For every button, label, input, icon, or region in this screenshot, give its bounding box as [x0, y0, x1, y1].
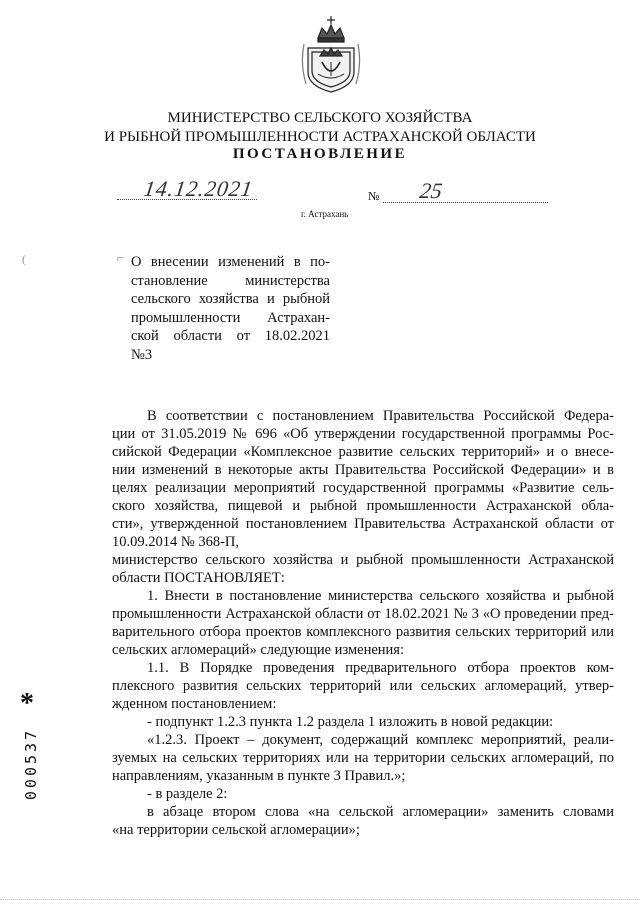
- body-line: варительного отбора проектов комплексного развития сельских территорий или: [112, 624, 614, 640]
- body-line: промышленности Астраханской области от 18.02.2021 № 3 «О проведении пред-: [112, 606, 614, 622]
- number-label: №: [368, 189, 380, 203]
- scan-edge-mark: (: [22, 252, 26, 266]
- document-body: [112, 407, 614, 839]
- subject-line: промышленности Астрахан-: [131, 309, 330, 326]
- subject-line: №3: [131, 346, 153, 363]
- body-line: министерство сельского хозяйства и рыбной промышленности Астраханской: [112, 552, 614, 568]
- number-underline: [383, 202, 548, 203]
- subject-line: становление министерства: [131, 272, 330, 289]
- body-line: целях реализации мероприятий государственной программы «Развитие сель-: [112, 480, 614, 496]
- bottom-edge-dots: [0, 899, 640, 900]
- body-line: «1.2.3. Проект – документ, содержащий комплекс мероприятий, реали-: [147, 732, 614, 748]
- ministry-name: [0, 109, 640, 147]
- handwritten-number: 25: [418, 178, 444, 203]
- body-line: в абзаце втором слова «на сельской агломерации» заменить словами: [147, 804, 614, 820]
- ministry-line-2: И РЫБНОЙ ПРОМЫШЛЕННОСТИ АСТРАХАНСКОЙ ОБЛАСТИ: [104, 129, 536, 145]
- subject-line: сельского хозяйства и рыбной: [131, 291, 330, 307]
- document-type-title: ПОСТАНОВЛЕНИЕ: [232, 146, 408, 162]
- margin-star-mark: *: [20, 688, 34, 719]
- body-line: «на территории сельской агломерации»;: [112, 822, 360, 838]
- body-line: 1. Внести в постановление министерства сельского хозяйства и рыбной: [147, 588, 614, 604]
- body-line: - подпункт 1.2.3 пункта 1.2 раздела 1 изложить в новой редакции:: [147, 714, 554, 730]
- city-label: г. Астрахань: [301, 209, 349, 219]
- margin-serial-number: 000537: [22, 727, 40, 801]
- body-line: зуемых на сельских территориях или на территории сельских агломераций, по: [112, 750, 614, 766]
- body-line: В соответствии с постановлением Правительства Российской Федера-: [147, 408, 614, 424]
- body-line: ции от 31.05.2019 № 696 «Об утверждении государственной программы Рос-: [112, 426, 614, 442]
- body-line: нии изменений в некоторые акты Правительства Российской Федерации» и в: [112, 462, 614, 478]
- document-subject: [131, 253, 330, 364]
- body-line: сти», утвержденной постановлением Правительства Астраханской области от: [112, 516, 614, 532]
- subject-line: О внесении изменений в по-: [131, 254, 330, 270]
- bracket-mark: ⌐: [117, 250, 125, 265]
- ministry-line-1: МИНИСТЕРСТВО СЕЛЬСКОГО ХОЗЯЙСТВА: [167, 110, 473, 126]
- body-line: области ПОСТАНОВЛЯЕТ:: [112, 570, 285, 586]
- body-line: плексного развития сельских территорий или сельских агломераций, утвер-: [112, 678, 614, 694]
- coat-of-arms-emblem: [300, 14, 362, 96]
- body-line: 10.09.2014 № 368-П,: [112, 534, 240, 550]
- body-line: жденном постановлением:: [112, 696, 277, 712]
- subject-line: ской области от 18.02.2021: [131, 328, 330, 344]
- body-line: - в разделе 2:: [147, 786, 228, 802]
- body-line: ского хозяйства, пищевой и рыбной промышленности Астраханской обла-: [112, 498, 614, 514]
- body-line: сельских агломераций» следующие изменения:: [112, 642, 404, 658]
- body-line: направлениям, указанным в пункте 3 Правил.»;: [112, 768, 406, 784]
- handwritten-date: 14.12.2021: [142, 176, 255, 201]
- body-line: 1.1. В Порядке проведения предварительного отбора проектов ком-: [147, 660, 614, 676]
- body-line: сийской Федерации «Комплексное развитие сельских территорий» и о внесе-: [112, 444, 614, 460]
